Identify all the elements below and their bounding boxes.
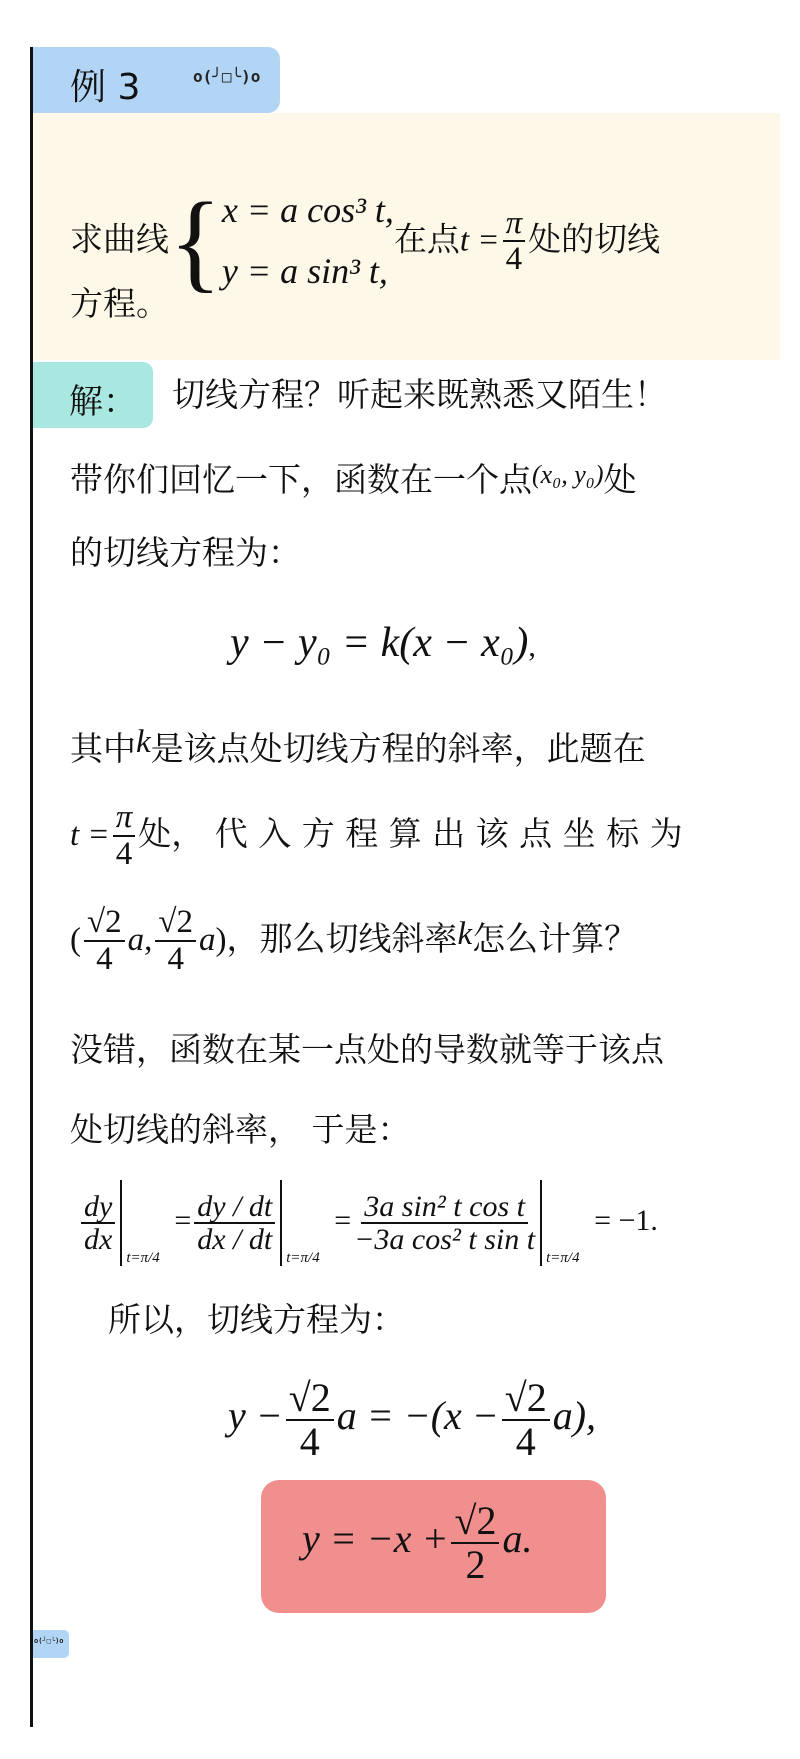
text: a.: [502, 1516, 533, 1562]
solution-line3: 的切线方程为：: [70, 533, 301, 572]
sqrt2-over-4: [502, 1377, 550, 1463]
evaluation-bar: [120, 1180, 168, 1266]
problem-prefix: 求曲线: [70, 219, 169, 259]
numerator: √2: [286, 1377, 334, 1421]
numerator: 3a sin² t cos t: [361, 1191, 528, 1225]
problem-line2: 方程。: [70, 284, 169, 323]
denominator: 2: [465, 1542, 486, 1587]
eval-point: t=π/4: [286, 1250, 320, 1266]
trig-fraction: [354, 1191, 535, 1256]
t-equals: t =: [459, 222, 500, 259]
numerator: √2: [502, 1377, 550, 1421]
text: y = −x +: [302, 1516, 449, 1562]
denominator: −3a cos² t sin t: [354, 1223, 536, 1256]
text: 其中: [70, 729, 136, 768]
solution-line8: 处切线的斜率， 于是：: [70, 1110, 411, 1149]
denominator: 4: [96, 940, 113, 977]
solution-line1: 切线方程？听起来既熟悉又陌生！: [172, 375, 667, 414]
denominator: dx / dt: [197, 1223, 273, 1256]
comma: ,: [528, 630, 536, 663]
example-title: 例 3: [70, 67, 141, 108]
tangent-equation: [228, 1377, 596, 1463]
eval-point: t=π/4: [126, 1250, 160, 1266]
solution-line4: [70, 724, 646, 768]
pi-over-4: [113, 800, 136, 871]
emoticon-icon: o(╯□╰)o: [34, 1637, 64, 1645]
a: a: [127, 922, 145, 959]
solution-line7: 没错，函数在某一点处的导数就等于该点: [70, 1030, 664, 1069]
numerator: dy / dt: [194, 1191, 275, 1225]
t-equals: t =: [70, 817, 110, 854]
sqrt2-over-2: [451, 1500, 499, 1586]
k-symbol: k: [457, 916, 473, 953]
text: a),: [552, 1393, 597, 1439]
point-slope-formula: [230, 622, 536, 664]
brace: {: [169, 180, 222, 303]
numerator: √2: [155, 905, 196, 942]
text: y −: [228, 1393, 283, 1439]
problem-mid: 在点: [393, 219, 460, 259]
text: 处， 代 入 方 程 算 出 该 点 坐 标 为: [138, 814, 683, 854]
solution-line2: [70, 460, 637, 499]
sqrt2-over-4: [84, 905, 125, 976]
numerator: π: [113, 800, 136, 837]
problem-suffix: 处的切线: [528, 219, 661, 259]
paren: ): [215, 922, 227, 959]
paren: (: [70, 922, 81, 959]
denominator: 4: [515, 1419, 536, 1464]
emoticon-icon: o(╯□╰)o: [193, 67, 261, 86]
numerator: √2: [451, 1500, 499, 1544]
result: = −1.: [594, 1203, 658, 1237]
solution-label-box: [33, 362, 153, 428]
dydt-dxdt: [194, 1191, 275, 1256]
final-answer: [302, 1500, 532, 1586]
evaluation-bar: [280, 1180, 328, 1266]
evaluation-bar: [540, 1180, 588, 1266]
denominator: dx: [84, 1223, 113, 1256]
sqrt2-over-4: [155, 905, 196, 976]
text: 带你们回忆一下，函数在一个点: [70, 460, 532, 499]
text: 处: [603, 460, 637, 499]
example-header: [33, 47, 280, 113]
text: ，那么切线斜率: [226, 919, 458, 959]
dy-dx: [81, 1191, 115, 1256]
solution-line9: 所以，切线方程为：: [108, 1300, 405, 1339]
formula: y − y₀ = k(x − x₀): [230, 620, 529, 666]
denominator: 4: [299, 1419, 320, 1464]
emoticon-badge: [33, 1630, 69, 1658]
text: 怎么计算？: [472, 919, 638, 959]
derivative-formula: $\frac{dy}{dx}$ t=π/4 = $\frac{dy / dt}{dx / dt}$ t=π/4 = $\frac{\text{3a sin² t cos t}}{\text{−3a cos² t sin t}}$ t=π/4 = −1.: [78, 1180, 658, 1266]
solution-label: 解：: [69, 382, 137, 422]
numerator: √2: [84, 905, 125, 942]
denominator: 4: [167, 940, 184, 977]
numerator: π: [503, 206, 526, 243]
text: 是该点处切线方程的斜率，此题在: [150, 729, 646, 768]
text: a = −(x −: [336, 1393, 499, 1439]
eval-point: t=π/4: [546, 1250, 580, 1266]
parametric-equations: [222, 180, 394, 302]
solution-line5: [70, 800, 683, 871]
numerator: dy: [81, 1191, 115, 1225]
comma: ,: [144, 922, 153, 959]
point-x0-y0: (x₀, y₀): [532, 460, 604, 489]
denominator: 4: [115, 835, 133, 872]
solution-line6: [70, 905, 637, 976]
sqrt2-over-4: [286, 1377, 334, 1463]
equation-x: x = a cos³ t,: [221, 190, 394, 230]
a: a: [199, 922, 216, 959]
denominator: 4: [505, 241, 523, 278]
k-symbol: k: [136, 724, 151, 760]
pi-over-4: [503, 206, 526, 277]
equation-y: y = a sin³ t,: [221, 251, 388, 292]
